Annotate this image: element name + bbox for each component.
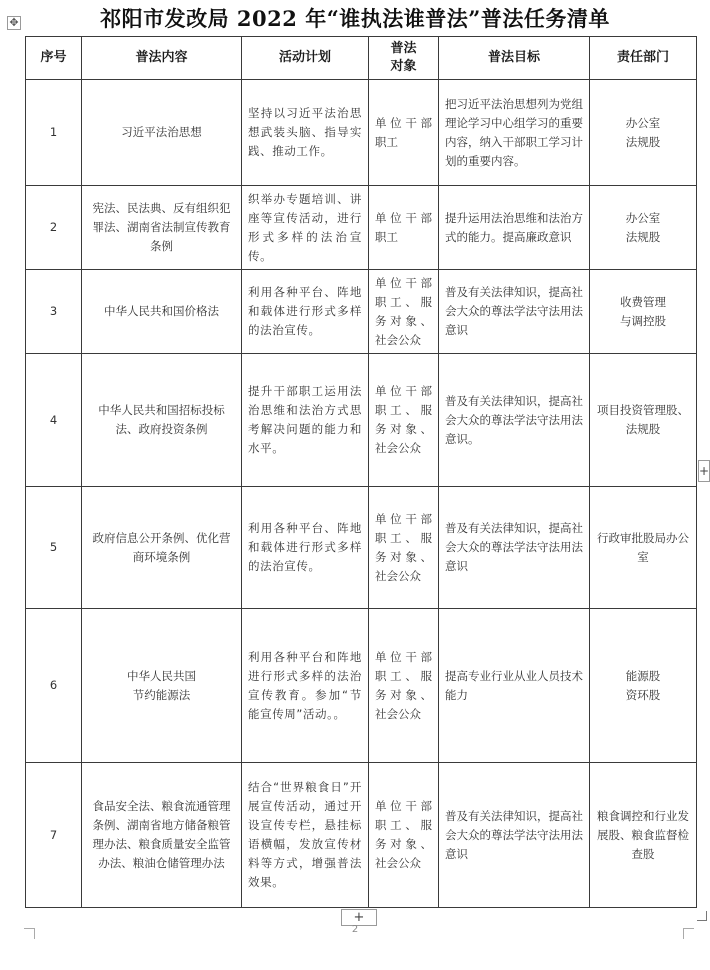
page-number: 2 (351, 924, 359, 935)
cell-target: 单位干部职工 (369, 80, 439, 186)
cell-dept (590, 186, 697, 270)
cell-goal: 提高专业行业从业人员技术能力 (439, 609, 590, 763)
header-target: 普法 对象 (369, 37, 439, 80)
law-task-table (25, 36, 697, 908)
page-corner-mark-left (24, 928, 35, 939)
cell-target: 单位干部职工、服务对象、社会公众 (369, 354, 439, 487)
cell-plan: 利用各种平台、阵地和载体进行形式多样的法治宣传。 (242, 270, 369, 354)
add-column-plus-icon[interactable]: + (698, 460, 710, 482)
cell-dept: 项目投资管理股、法规股 (590, 354, 697, 487)
cell-content: 政府信息公开条例、优化营商环境条例 (82, 487, 242, 609)
cell-plan: 坚持以习近平法治思想武装头脑、指导实践、推动工作。 (242, 80, 369, 186)
cell-content: 食品安全法、粮食流通管理条例、湖南省地方储备粮管理办法、粮食质量安全监管办法、粮油仓储管理办法 (82, 763, 242, 908)
cell-goal: 提升运用法治思维和法治方式的能力。提高廉政意识 (439, 186, 590, 270)
page-corner-mark-right (683, 928, 694, 939)
cell-seq: 3 (26, 270, 82, 354)
cell-seq: 7 (26, 763, 82, 908)
cell-seq: 5 (26, 487, 82, 609)
cell-content (82, 609, 242, 763)
cell-seq: 6 (26, 609, 82, 763)
header-plan: 活动计划 (242, 37, 369, 80)
cell-content: 中华人民共和国招标投标法、政府投资条例 (82, 354, 242, 487)
header-dept: 责任部门 (590, 37, 697, 80)
content-line-2: 节约能源法 (132, 687, 191, 702)
dept-line-1: 办公室 (625, 210, 661, 225)
dept-line-1: 收费管理 (620, 294, 666, 309)
cell-content: 中华人民共和国价格法 (82, 270, 242, 354)
cell-content: 宪法、民法典、反有组织犯罪法、湖南省法制宣传教育条例 (82, 186, 242, 270)
cell-seq: 4 (26, 354, 82, 487)
dept-line-2: 法规股 (625, 229, 661, 244)
content-line-1: 中华人民共国 (127, 668, 196, 683)
table-row (26, 186, 697, 270)
dept-line-1: 能源股 (625, 668, 661, 683)
cell-seq: 1 (26, 80, 82, 186)
add-row-plus-icon[interactable]: + (341, 909, 377, 926)
table-move-handle-icon[interactable]: ✥ (7, 16, 21, 30)
table-row (26, 609, 697, 763)
cell-target: 单位干部职工 (369, 186, 439, 270)
cell-plan: 利用各种平台、阵地和载体进行形式多样的法治宣传。 (242, 487, 369, 609)
table-header-row (26, 37, 697, 80)
cell-goal: 普及有关法律知识，提高社会大众的尊法学法守法用法意识。 (439, 354, 590, 487)
header-seq: 序号 (26, 37, 82, 80)
dept-line-2: 资环股 (625, 687, 661, 702)
dept-line-2: 法规股 (625, 134, 661, 149)
cell-goal: 把习近平法治思想列为党组理论学习中心组学习的重要内容，纳入干部职工学习计划的重要内容。 (439, 80, 590, 186)
cell-plan: 利用各种平台和阵地进行形式多样的法治宣传教育。参加“节能宣传周”活动。。 (242, 609, 369, 763)
cell-content: 习近平法治思想 (82, 80, 242, 186)
cell-target: 单位干部职工、服务对象、社会公众 (369, 609, 439, 763)
cell-goal: 普及有关法律知识，提高社会大众的尊法学法守法用法意识 (439, 270, 590, 354)
cell-plan: 结合“世界粮食日”开展宣传活动，通过开设宣传专栏，悬挂标语横幅，发放宣传材料等方式，增强普法效果。 (242, 763, 369, 908)
header-content: 普法内容 (82, 37, 242, 80)
cell-seq: 2 (26, 186, 82, 270)
cell-goal: 普及有关法律知识，提高社会大众的尊法学法守法用法意识 (439, 763, 590, 908)
cell-target: 单位干部职工、服务对象、社会公众 (369, 270, 439, 354)
table-row (26, 487, 697, 609)
cell-dept (590, 80, 697, 186)
table-row (26, 270, 697, 354)
header-goal: 普法目标 (439, 37, 590, 80)
document-title: 祁阳市发改局 2022 年“谁执法谁普法”普法任务清单 (100, 6, 610, 31)
dept-line-2: 与调控股 (620, 313, 666, 328)
cell-plan: 织举办专题培训、讲座等宣传活动，进行形式多样的法治宣传。 (242, 186, 369, 270)
cell-dept: 粮食调控和行业发展股、粮食监督检查股 (590, 763, 697, 908)
cell-goal: 普及有关法律知识，提高社会大众的尊法学法守法用法意识 (439, 487, 590, 609)
table-row (26, 763, 697, 908)
cell-target: 单位干部职工、服务对象、社会公众 (369, 763, 439, 908)
table-resize-handle-icon[interactable] (697, 911, 707, 921)
cell-dept (590, 609, 697, 763)
table-row (26, 80, 697, 186)
cell-target: 单位干部职工、服务对象、社会公众 (369, 487, 439, 609)
table-row (26, 354, 697, 487)
dept-line-1: 办公室 (625, 115, 661, 130)
cell-plan: 提升干部职工运用法治思维和法治方式思考解决问题的能力和水平。 (242, 354, 369, 487)
cell-dept: 行政审批股局办公室 (590, 487, 697, 609)
cell-dept (590, 270, 697, 354)
